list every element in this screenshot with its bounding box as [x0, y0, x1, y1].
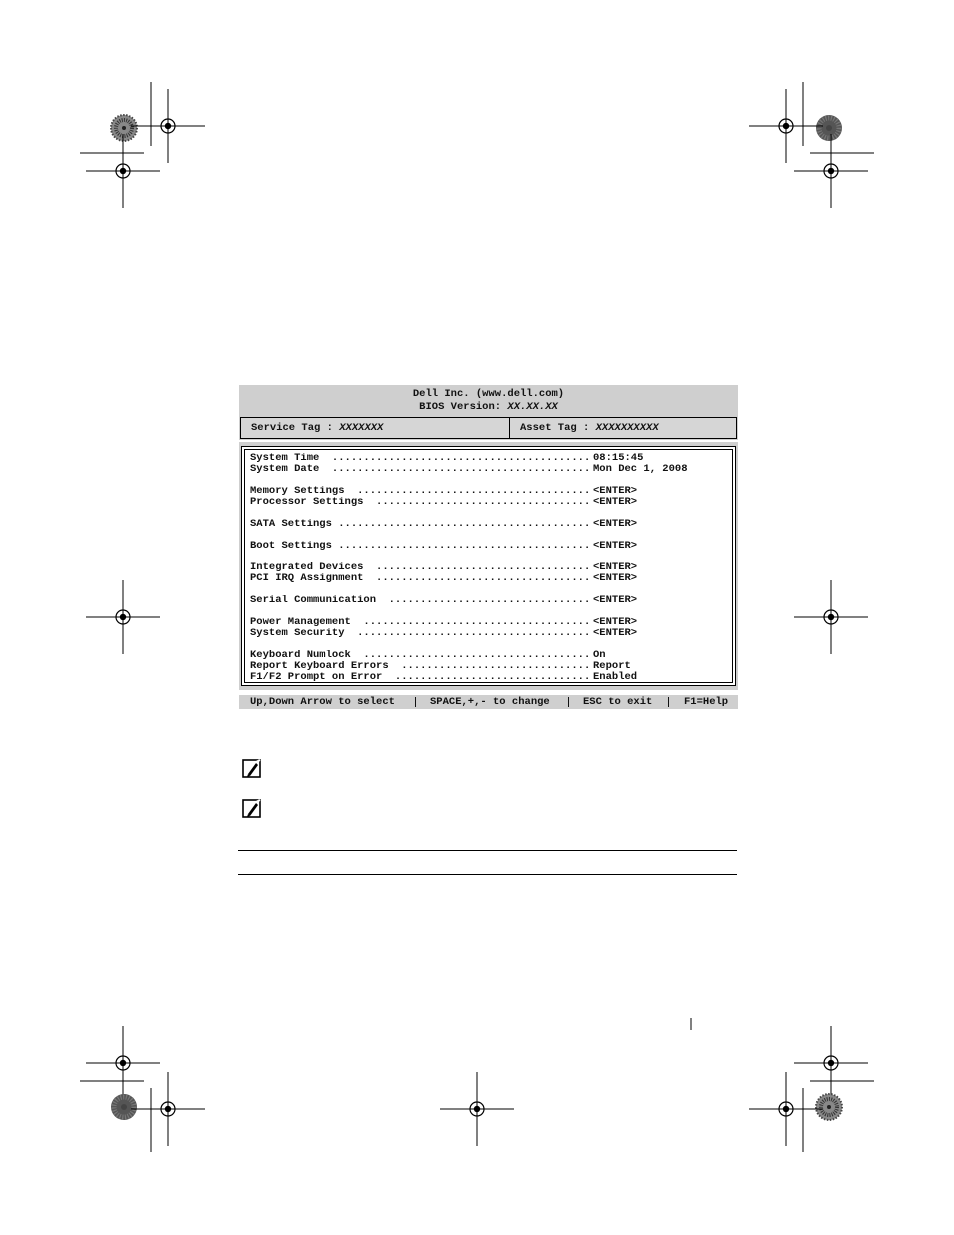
setting-row[interactable]	[250, 561, 638, 573]
bios-footer-bar	[239, 695, 738, 709]
setting-value: <ENTER>	[593, 594, 638, 606]
bios-version-label: BIOS Version:	[419, 401, 502, 413]
footer-help-hint: F1=Help	[684, 696, 729, 708]
footer-separator	[568, 697, 569, 707]
setting-value: <ENTER>	[593, 561, 638, 573]
tag-bar	[239, 416, 738, 440]
footer-change-hint: SPACE,+,- to change	[430, 696, 550, 708]
pencil-note-icon	[242, 759, 262, 779]
table-rule-top	[238, 850, 737, 851]
setting-row[interactable]	[250, 594, 638, 606]
setting-value: <ENTER>	[593, 485, 638, 497]
setting-row[interactable]	[250, 496, 638, 508]
setting-value: Enabled	[593, 671, 638, 683]
setting-label: Power Management ....................................	[250, 617, 591, 628]
setting-label: SATA Settings ........................................	[250, 519, 591, 530]
setting-row[interactable]	[250, 540, 638, 552]
setting-row[interactable]	[250, 485, 638, 497]
setting-row[interactable]	[250, 452, 644, 464]
setting-value: 08:15:45	[593, 452, 644, 464]
setting-label: Integrated Devices ..................................	[250, 562, 591, 573]
asset-tag-value: XXXXXXXXXX	[595, 422, 659, 434]
service-tag-value: XXXXXXX	[339, 422, 384, 434]
setting-label: PCI IRQ Assignment ..................................	[250, 573, 591, 584]
pencil-note-icon	[242, 799, 262, 819]
footer-exit-hint: ESC to exit	[583, 696, 653, 708]
service-tag-label: Service Tag :	[251, 422, 333, 434]
setting-value: Mon Dec 1, 2008	[593, 463, 688, 475]
settings-frame	[241, 446, 736, 686]
setting-value: <ENTER>	[593, 572, 638, 584]
setting-label: Memory Settings .....................................	[250, 486, 591, 497]
setting-value: On	[593, 649, 606, 661]
setting-label: System Security .....................................	[250, 628, 591, 639]
setting-label: System Time .........................................	[250, 453, 591, 464]
setting-value: <ENTER>	[593, 627, 638, 639]
setting-value: <ENTER>	[593, 540, 638, 552]
settings-panel	[239, 442, 738, 690]
setting-row[interactable]	[250, 660, 631, 672]
setting-value: Report	[593, 660, 631, 672]
setting-row[interactable]	[250, 518, 638, 530]
setting-row[interactable]	[250, 616, 638, 628]
footer-separator	[415, 697, 416, 707]
setting-label: F1/F2 Prompt on Error ...............................	[250, 672, 591, 683]
setting-value: <ENTER>	[593, 616, 638, 628]
asset-tag-box	[509, 417, 737, 439]
setting-label: System Date .........................................	[250, 464, 591, 475]
setting-row[interactable]	[250, 649, 606, 661]
table-rule-bottom	[238, 874, 737, 875]
bios-version-value: XX.XX.XX	[507, 401, 558, 413]
footer-separator	[668, 697, 669, 707]
setting-label: Boot Settings ........................................	[250, 541, 591, 552]
bios-vendor-line: Dell Inc. (www.dell.com)	[412, 388, 565, 400]
bios-version-line	[239, 401, 738, 414]
setting-value: <ENTER>	[593, 518, 638, 530]
setting-row[interactable]	[250, 463, 688, 475]
setting-label: Processor Settings ..................................	[250, 497, 591, 508]
setting-label: Report Keyboard Errors ..............................	[250, 661, 591, 672]
footer-select-hint: Up,Down Arrow to select	[250, 696, 395, 708]
service-tag-box	[240, 417, 510, 439]
setting-row[interactable]	[250, 627, 638, 639]
setting-value: <ENTER>	[593, 496, 638, 508]
setting-row[interactable]	[250, 572, 638, 584]
setting-row[interactable]	[250, 671, 638, 683]
bios-setup-screen	[239, 385, 738, 709]
setting-label: Keyboard Numlock ....................................	[250, 650, 591, 661]
bios-header	[239, 385, 738, 416]
asset-tag-label: Asset Tag :	[520, 422, 590, 434]
setting-label: Serial Communication ................................	[250, 595, 591, 606]
